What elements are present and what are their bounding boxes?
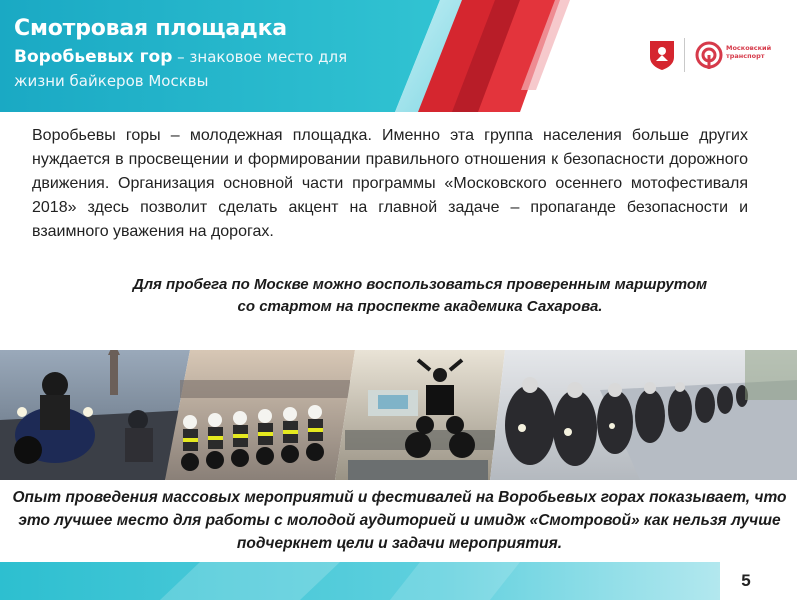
route-note-line2: со стартом на проспекте академика Сахарова. bbox=[237, 298, 603, 315]
logo-divider bbox=[684, 38, 685, 72]
subtitle-line3-text: жизни байкеров Москвы bbox=[14, 72, 209, 90]
subtitle-line3 bbox=[14, 70, 414, 92]
conclusion-line1: Опыт проведения массовых мероприятий и фестивалей на Воробьевых горах показывает, что bbox=[12, 489, 787, 506]
photo-collage bbox=[0, 350, 797, 480]
transport-logo-text bbox=[726, 44, 786, 60]
conclusion bbox=[12, 486, 787, 555]
title-block bbox=[14, 14, 414, 92]
conclusion-line2: это лучшее место для работы с молодой аудиторией и имидж «Смотровой» как нельзя лучше bbox=[18, 512, 781, 529]
photo-strip bbox=[0, 350, 797, 480]
footer-band bbox=[0, 562, 797, 600]
page-title: Смотровая площадка bbox=[14, 16, 287, 41]
page-number: 5 bbox=[741, 571, 751, 590]
logos bbox=[640, 36, 780, 76]
moscow-transport-logo-icon bbox=[694, 40, 724, 70]
photo-police-riders bbox=[165, 350, 355, 480]
intro-paragraph: Воробьевы горы – молодежная площадка. Именно эта группа населения больше других нуждается в просвещении и формировании правильного отношения к безопасности дорожного движения. Организация основной части программы «Московского осеннего мотофестиваля 2018» здесь позволит сделать акцент на главной задаче – пропаганде безопасности и взаимного уважения на дорогах. bbox=[32, 127, 748, 240]
photo-motorcycle-column bbox=[490, 350, 797, 480]
route-note-line1: Для пробега по Москве можно воспользоваться проверенным маршрутом bbox=[132, 276, 708, 293]
transport-logo-line2: транспорт bbox=[726, 52, 765, 60]
subtitle-bold: Воробьевых гор bbox=[14, 47, 173, 67]
moscow-coat-of-arms-icon bbox=[648, 39, 676, 71]
photo-quad-bike-stunt bbox=[335, 350, 505, 480]
transport-logo-line1: Московский bbox=[726, 44, 772, 52]
conclusion-line3: подчеркнет цели и задачи мероприятия. bbox=[236, 535, 563, 552]
page-subtitle bbox=[14, 46, 414, 68]
photo-biker-on-motorcycle bbox=[0, 350, 190, 480]
footer-background bbox=[0, 562, 797, 600]
route-note bbox=[60, 274, 780, 318]
subtitle-rest: – знаковое место для bbox=[172, 48, 348, 66]
